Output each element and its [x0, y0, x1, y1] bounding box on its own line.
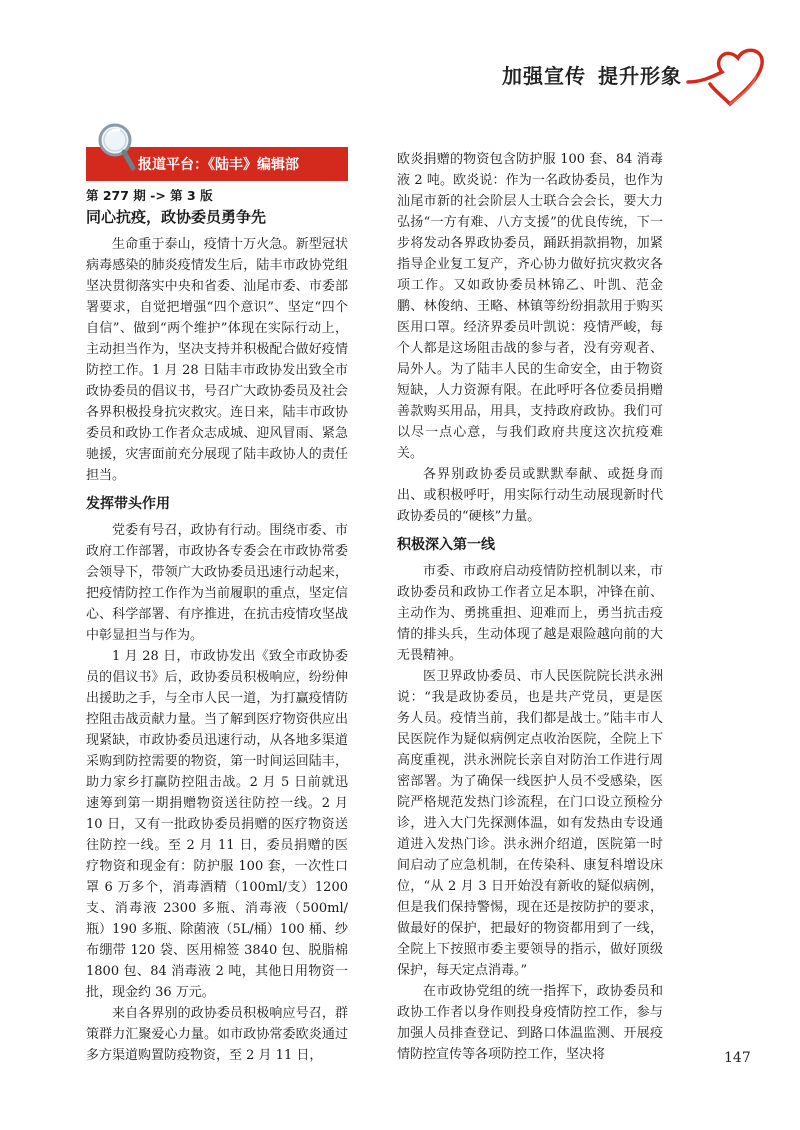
section-title-leading-role: 发挥带头作用 [86, 496, 170, 512]
section1-paragraph-4: 各界别政协委员或默默奉献、或挺身而出、或积极呼吁，用实际行动生动展现新时代政协委员的“硬核”力量。 [397, 467, 663, 524]
issue-info: 第 277 期 -> 第 3 版 [86, 188, 213, 203]
section1-paragraph-3: 来自各界别的政协委员积极响应号召，群策群力汇聚爱心力量。如市政协常委欧炎通过多方渠道购置防疫物资，至 2 月 11 日， [86, 1006, 348, 1063]
header-title-part1: 加强宣传 [502, 64, 586, 88]
heart-ribbon-icon [682, 42, 772, 112]
banner-label: 报道平台：《陆丰》编辑部 [138, 157, 299, 173]
section1-paragraph-2: 1 月 28 日，市政协发出《致全市政协委员的倡议书》后，政协委员积极响应，纷纷伸出援助之手，与全市人民一道，为打赢疫情防控阻击战贡献力量。当了解到医疗物资供应出现紧缺，市政协委员迅速行动，从各地多渠道采购到防控需要的物资，第一时间运回陆丰，助力家乡打赢防控阻击战。2 月 5 日前就迅速筹到第一期捐赠物资送往防控一线。2 月 10 日，又有一批政协委员捐赠的医疗物资送往防控一线。至 2 月 11 日，委员捐赠的医疗物资和现金有：防护服 100 套，一次性口罩 6 万多个，消毒酒精（100ml/支）1200 支、消毒液 2300 多瓶、消毒液（500ml/瓶）190 多瓶、除菌液（5L/桶）100 桶、纱布绷带 120 袋、医用棉签 3840 包、脱脂棉 1800 包、84 消毒液 2 吨，其他日用物资一批，现金约 36 万元。 [86, 649, 348, 1000]
magnifier-icon [93, 120, 141, 176]
section1-paragraph-3-continued: 欧炎捐赠的物资包含防护服 100 套、84 消毒液 2 吨。欧炎说：作为一名政协委员，也作为汕尾市新的社会阶层人士联合会会长，要大力弘扬“一方有难、八方支援”的优良传统，下一步将发动各界政协委员，踊跃捐款捐物，加紧指导企业复工复产，齐心协力做好抗灾救灾各项工作。又如政协委员林锦乙、叶凯、范金鹏、林俊纳、王略、林镇等纷纷捐款用于购买医用口罩。经济界委员叶凯说：疫情严峻，每个人都是这场阻击战的参与者，没有旁观者、局外人。为了陆丰人民的生命安全，由于物资短缺，人力资源有限。在此呼吁各位委员捐赠善款购买用品，用具，支持政府政协。我们可以尽一点心意，与我们政府共度这次抗疫难关。 [397, 152, 663, 461]
section2-paragraph-2: 医卫界政协委员、市人民医院院长洪永洲说：“我是政协委员，也是共产党员，更是医务人员。疫情当前，我们都是战士。”陆丰市人民医院作为疑似病例定点收治医院，全院上下高度重视，洪永洲院长亲自对防治工作进行周密部署。为了确保一线医护人员不受感染，医院严格规范发热门诊流程，在门口设立预检分诊，进入大门先探测体温，如有发热由专设通道进入发热门诊。洪永洲介绍道，医院第一时间启动了应急机制，在传染科、康复科增设床位，“从 2 月 3 日开始没有新收的疑似病例，但是我们保持警惕，现在还是按防护的要求，做最好的保护，把最好的物资都用到了一线，全院上下按照市委主要领导的指示，做好顶级保护，每天定点消毒。” [397, 669, 663, 978]
article-column-right [397, 149, 663, 1065]
section-title-frontline: 积极深入第一线 [397, 537, 495, 553]
section2-paragraph-1: 市委、市政府启动疫情防控机制以来，市政协委员和政协工作者立足本职，冲锋在前、主动作为、勇挑重担、迎难而上，勇当抗击疫情的排头兵，生动体现了越是艰险越向前的大无畏精神。 [397, 564, 663, 663]
header-title-part2: 提升形象 [598, 64, 682, 88]
section2-paragraph-3: 在市政协党组的统一指挥下，政协委员和政协工作者以身作则投身疫情防控工作，参与加强人员排查登记、到路口体温监测、开展疫情防控宣传等各项防控工作，坚决将 [397, 984, 663, 1062]
intro-paragraph: 生命重于泰山，疫情十万火急。新型冠状病毒感染的肺炎疫情发生后，陆丰市政协党组坚决贯彻落实中央和省委、汕尾市委、市委部署要求，自觉把增强“四个意识”、坚定“四个自信”、做到“两个维护”体现在实际行动上，主动担当作为，坚决支持并积极配合做好疫情防控工作。1 月 28 日陆丰市政协发出致全市政协委员的倡议书，号召广大政协委员及社会各界积极投身抗灾救灾。连日来，陆丰市政协委员和政协工作者众志成城、迎风冒雨、紧急驰援，灾害面前充分展现了陆丰政协人的责任担当。 [86, 237, 348, 483]
article-column-left [86, 186, 348, 1066]
section1-paragraph-1: 党委有号召，政协有行动。围绕市委、市政府工作部署，市政协各专委会在市政协常委会领导下，带领广大政协委员迅速行动起来，把疫情防控工作作为当前履职的重点，坚定信心、科学部署、有序推进，在抗击疫情攻坚战中彰显担当与作为。 [86, 523, 348, 643]
article-title: 同心抗疫，政协委员勇争先 [86, 208, 267, 226]
page-header-title [502, 60, 682, 89]
page-number: 147 [724, 1050, 751, 1066]
